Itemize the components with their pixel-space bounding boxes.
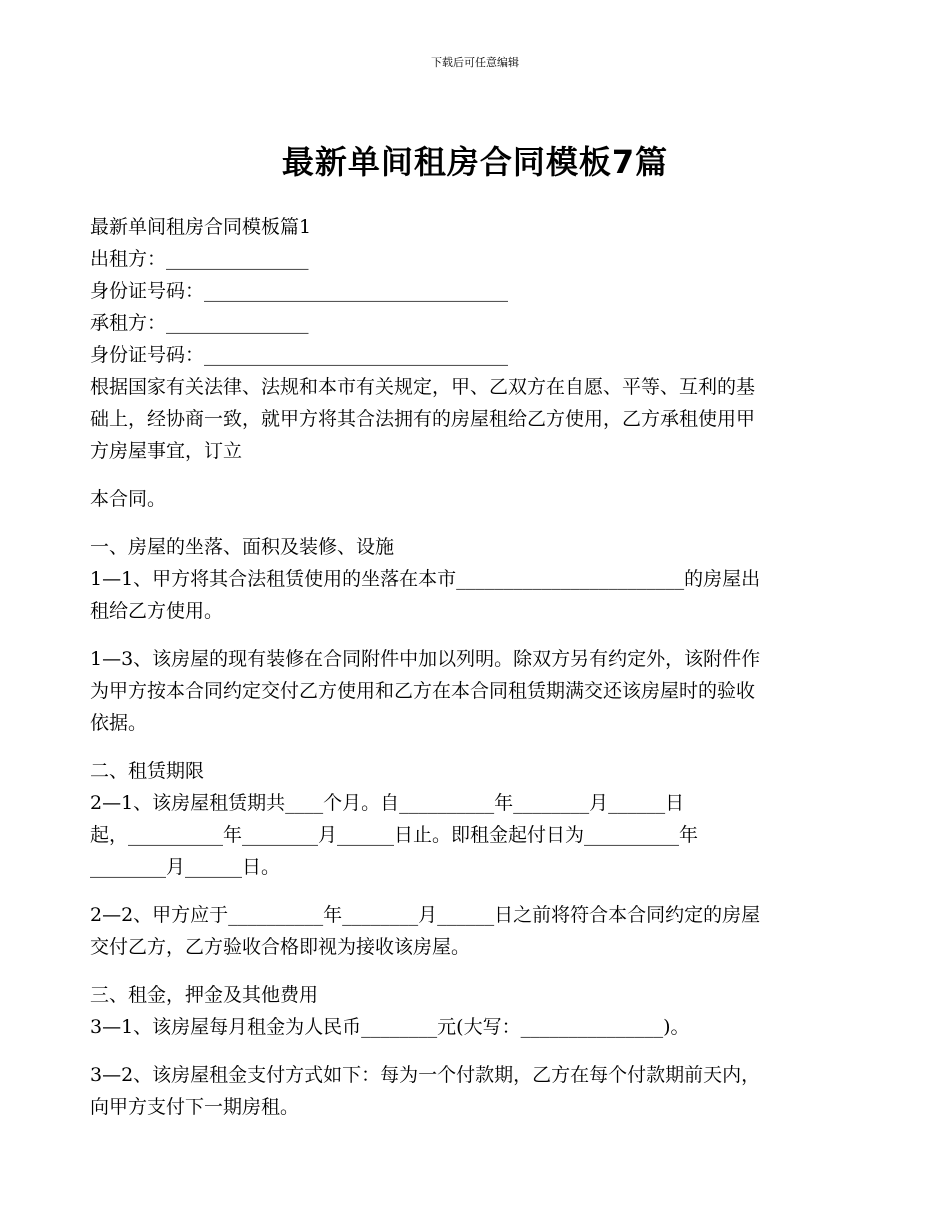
paragraph-line: 方房屋事宜，订立 [90,440,243,462]
paragraph-line: 向甲方支付下一期房租。 [90,1096,300,1118]
paragraph-line: 1—3、该房屋的现有装修在合同附件中加以列明。除双方另有约定外，该附件作 [90,648,761,670]
paragraph-line: 租给乙方使用。 [90,600,224,622]
section-heading: 最新单间租房合同模板篇1 [90,216,312,238]
paragraph-line: 根据国家有关法律、法规和本市有关规定，甲、乙双方在自愿、平等、互利的基 [90,376,756,398]
paragraph-gap [90,963,860,979]
paragraph-gap [90,467,860,483]
lessor-line: 出租方：_______________ [90,248,309,270]
paragraph-gap [90,627,860,643]
paragraph-gap [90,739,860,755]
paragraph-line: 础上，经协商一致，就甲方将其合法拥有的房屋租给乙方使用，乙方承租使用甲 [90,408,756,430]
clause-heading: 二、租赁期限 [90,760,205,782]
paragraph-gap [90,515,860,531]
paragraph-line: 依据。 [90,712,148,734]
paragraph-gap [90,883,860,899]
lessee-line: 承租方：_______________ [90,312,309,334]
paragraph-line: 为甲方按本合同约定交付乙方使用和乙方在本合同租赁期满交还该房屋时的验收 [90,680,756,702]
paragraph-line: 交付乙方，乙方验收合格即视为接收该房屋。 [90,936,471,958]
clause-heading: 一、房屋的坐落、面积及装修、设施 [90,536,395,558]
paragraph-gap [90,1043,860,1059]
lessee-id-line: 身份证号码：________________________________ [90,344,509,366]
download-note: 下载后可任意编辑 [431,56,519,69]
paragraph-line: 2—2、甲方应于__________年________月______日之前将符合本合同约定的房屋 [90,904,761,926]
paragraph-line: ________月______日。 [90,856,281,878]
paragraph-line: 起，__________年________月______日止。即租金起付日为__________年 [90,824,699,846]
paragraph-line: 2—1、该房屋租赁期共____个月。自__________年________月______日 [90,792,685,814]
paragraph-line: 3—1、该房屋每月租金为人民币________元(大写：_______________)。 [90,1016,690,1038]
clause-heading: 三、租金，押金及其他费用 [90,984,319,1006]
document-body [90,211,860,1123]
paragraph-line: 3—2、该房屋租金支付方式如下：每为一个付款期，乙方在每个付款期前天内， [90,1064,761,1086]
document-title: 最新单间租房合同模板7篇 [281,143,669,181]
paragraph-line: 本合同。 [90,488,167,510]
lessor-id-line: 身份证号码：________________________________ [90,280,509,302]
paragraph-line: 1—1、甲方将其合法租赁使用的坐落在本市________________________的房屋出 [90,568,761,590]
